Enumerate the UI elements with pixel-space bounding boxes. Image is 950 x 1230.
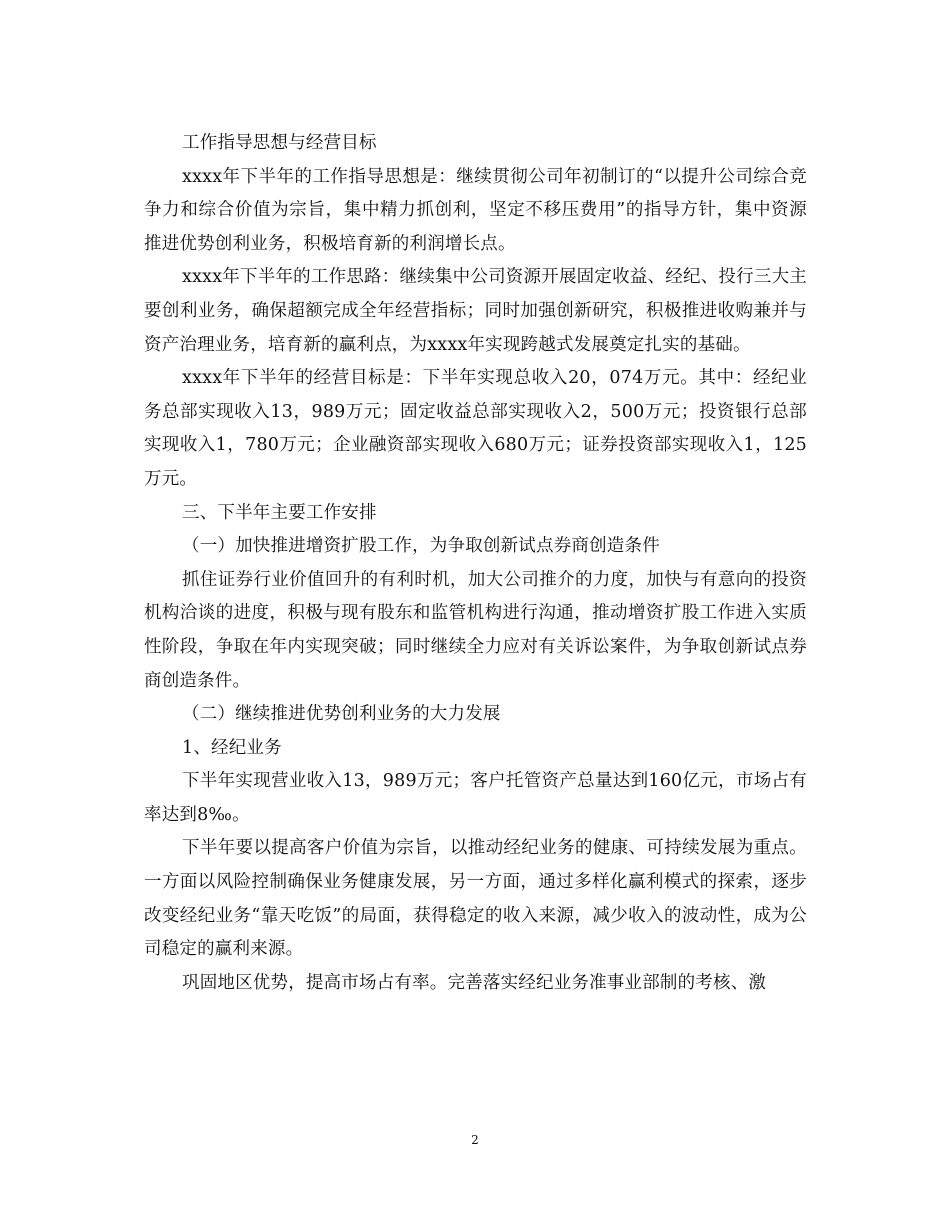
paragraph-business-targets: xxxx年下半年的经营目标是：下半年实现总收入20，074万元。其中：经纪业务总部实现收入13，989万元；固定收益总部实现收入2，500万元；投资银行总部实现收入1，780万元；企业融资部实现收入680万元；证券投资部实现收入1，125万元。 — [144, 368, 807, 489]
page-number: 2 — [471, 1133, 479, 1147]
paragraph-guiding-thought: xxxx年下半年的工作指导思想是：继续贯彻公司年初制订的“以提升公司综合竞争力和综合价值为宗旨，集中精力抓创利，坚定不移压费用”的指导方针，集中资源推进优势创利业务，积极培育新的利润增长点。 — [144, 166, 807, 254]
document-body — [144, 127, 807, 1000]
subsection-heading-profit-business: （二）继续推进优势创利业务的大力发展 — [182, 704, 501, 725]
section-heading-work-plan: 三、下半年主要工作安排 — [182, 502, 377, 523]
item-heading-brokerage: 1、经纪业务 — [182, 737, 282, 758]
paragraph-capital-increase: 抓住证券行业价值回升的有利时机，加大公司推介的力度，加快与有意向的投资机构洽谈的进度，积极与现有股东和监管机构进行沟通，推动增资扩股工作进入实质性阶段，争取在年内实现突破；同时继续全力应对有关诉讼案件，为争取创新试点券商创造条件。 — [144, 569, 807, 691]
paragraph-brokerage-strategy: 下半年要以提高客户价值为宗旨，以推动经纪业务的健康、可持续发展为重点。一方面以风险控制确保业务健康发展，另一方面，通过多样化赢利模式的探索，逐步改变经纪业务“靠天吃饭”的局面，获得稳定的收入来源，减少收入的波动性，成为公司稳定的赢利来源。 — [144, 838, 807, 960]
subsection-heading-capital-increase: （一）加快推进增资扩股工作，为争取创新试点券商创造条件 — [182, 536, 660, 557]
paragraph-regional-advantage: 巩固地区优势，提高市场占有率。完善落实经纪业务准事业部制的考核、激 — [182, 972, 767, 993]
paragraph-brokerage-targets: 下半年实现营业收入13，989万元；客户托管资产总量达到160亿元，市场占有率达到8‰。 — [144, 771, 807, 825]
paragraph-work-approach: xxxx年下半年的工作思路：继续集中公司资源开展固定收益、经纪、投行三大主要创利业务，确保超额完成全年经营指标；同时加强创新研究，积极推进收购兼并与资产治理业务，培育新的赢利点，为xxxx年实现跨越式发展奠定扎实的基础。 — [144, 267, 807, 355]
section-heading-guiding-thought: 工作指导思想与经营目标 — [182, 133, 377, 153]
